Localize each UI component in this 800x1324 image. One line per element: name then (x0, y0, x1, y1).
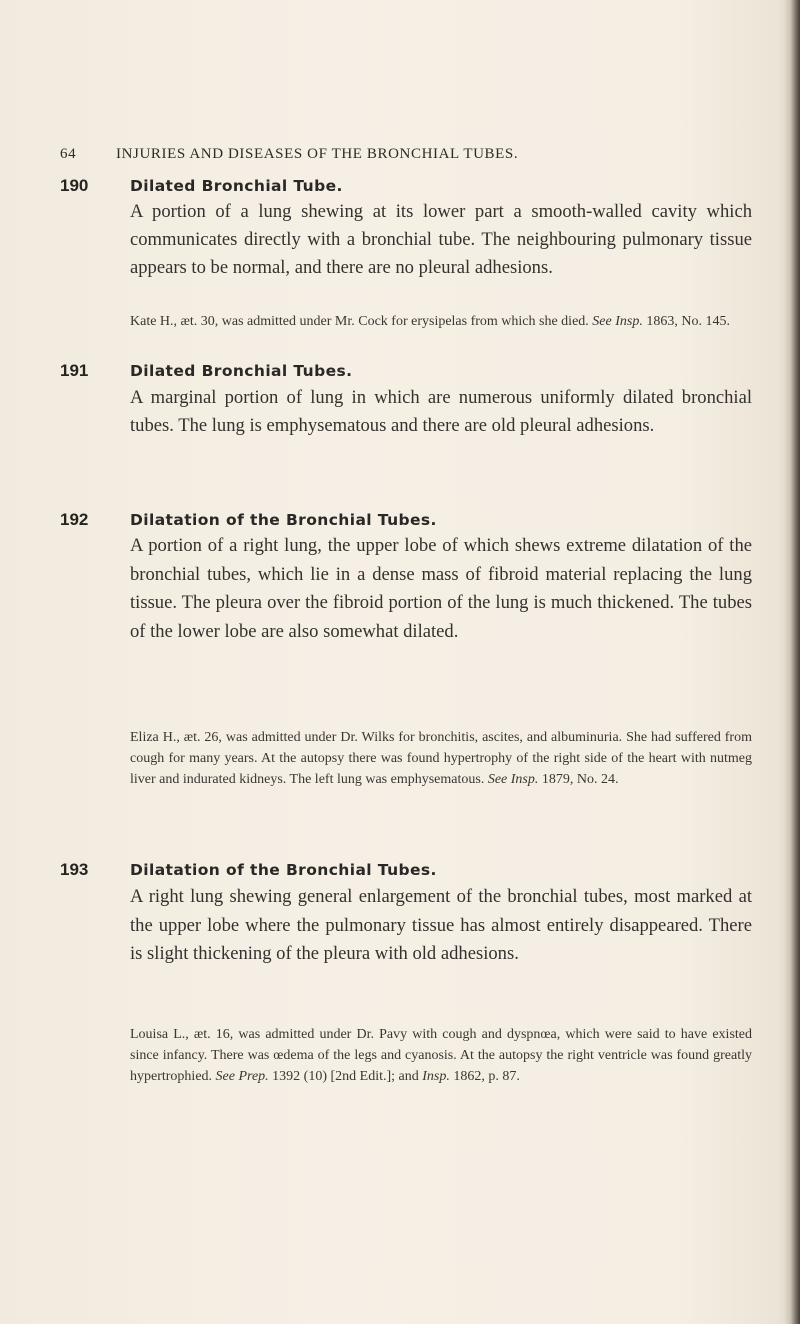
specimen-number: 191 (60, 361, 89, 380)
specimen-title: Dilated Bronchial Tube. (130, 177, 343, 195)
specimen-number: 192 (60, 510, 89, 529)
specimen-title: Dilated Bronchial Tubes. (130, 362, 353, 380)
specimen-description: A portion of a right lung, the upper lobe of which shews extreme dilatation of the bronchial tubes, which lie in a dense mass of fibroid material replacing the lung tissue. The pleura over the fibroid portion of the lung is much thickened. The tubes of the lower lobe are also somewhat dilated. (130, 535, 752, 642)
specimen-case-note: Kate H., æt. 30, was admitted under Mr. Cock for erysipelas from which she died. See Insp. 1863, No. 145. (130, 314, 730, 329)
specimen-description: A portion of a lung shewing at its lower part a smooth-walled cavity which communicates directly with a bronchial tube. The neighbouring pulmonary tissue appears to be normal, and there are no pleural adhesions. (130, 201, 752, 279)
specimen-description: A right lung shewing general enlargement of the bronchial tubes, most marked at the upper lobe where the pulmonary tissue has almost entirely disappeared. There is slight thickening of the pleura with old adhesions. (130, 886, 752, 965)
page-number: 64 (60, 146, 77, 162)
running-head (60, 146, 740, 163)
specimen-description: A marginal portion of lung in which are numerous uniformly dilated bronchial tubes. The lung is emphysematous and there are old pleural adhesions. (130, 387, 752, 437)
specimen-number: 193 (60, 860, 89, 879)
page-gutter-shadow (784, 0, 800, 1324)
specimen-case-note: Louisa L., æt. 16, was admitted under Dr. Pavy with cough and dyspnœa, which were said to have existed since infancy. There was œdema of the legs and cyanosis. At the autopsy the right ventricle was found greatly hypertrophied. See Prep. 1392 (10) [2nd Edit.]; and Insp. 1862, p. 87. (130, 1027, 752, 1084)
specimen-case-note: Eliza H., æt. 26, was admitted under Dr. Wilks for bronchitis, ascites, and albuminuria. She had suffered from cough for many years. At the autopsy there was found hypertrophy of the right side of the heart with nutmeg liver and indurated kidneys. The left lung was emphysematous. See Insp. 1879, No. 24. (130, 730, 752, 787)
running-head-title: INJURIES AND DISEASES OF THE BRONCHIAL TUBES. (116, 146, 519, 162)
specimen-title: Dilatation of the Bronchial Tubes. (130, 511, 437, 529)
specimen-number: 190 (60, 176, 89, 195)
specimen-title: Dilatation of the Bronchial Tubes. (130, 861, 437, 879)
